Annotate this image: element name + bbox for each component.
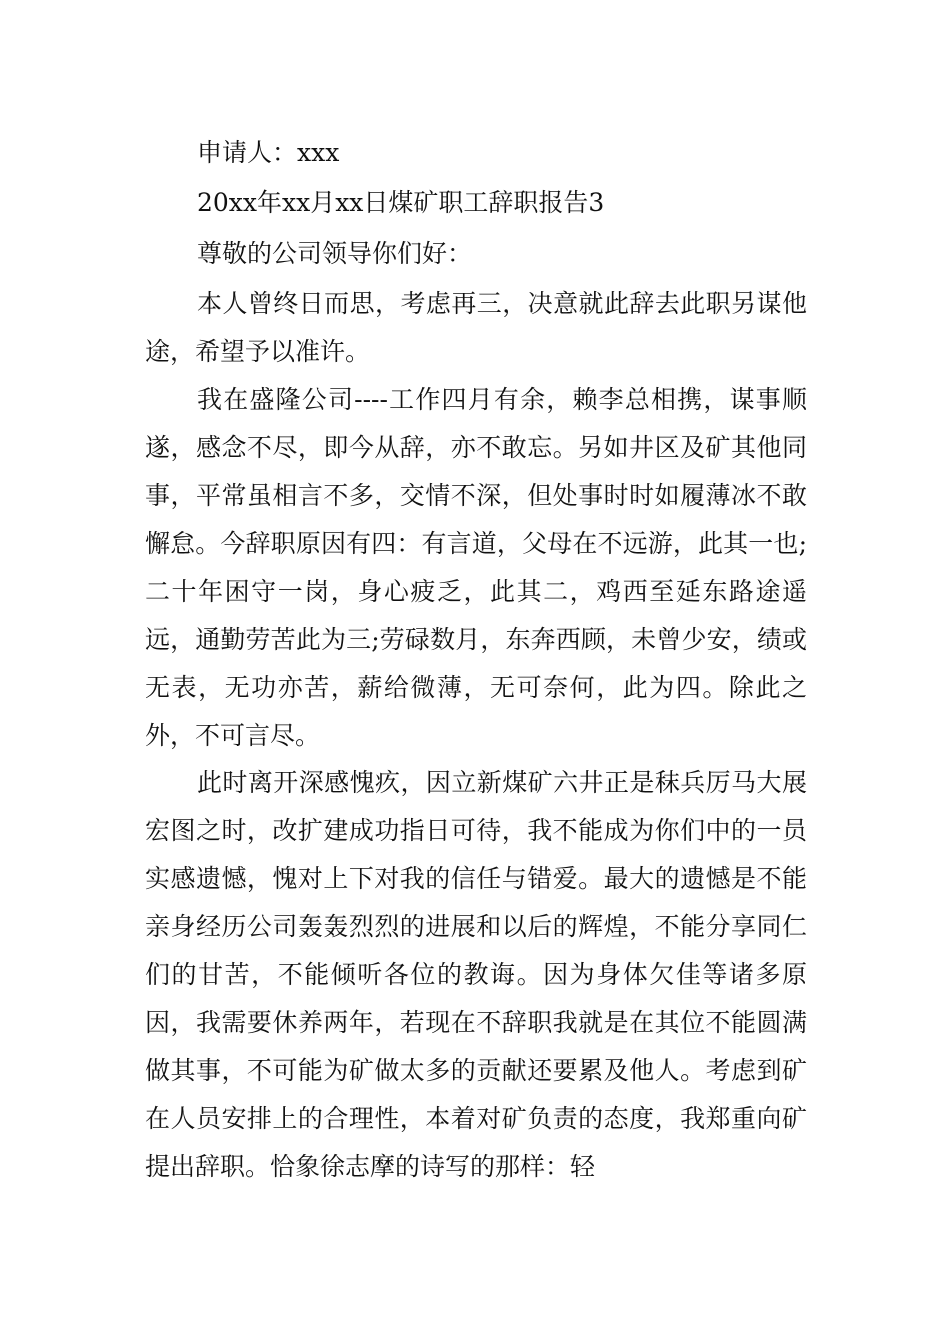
paragraph-regret: 此时离开深感愧疚，因立新煤矿六井正是秣兵厉马大展宏图之时，改扩建成功指日可待，我不能成为你们中的一员实感遗憾，愧对上下对我的信任与错爱。最大的遗憾是不能亲身经历公司轰轰烈烈的进展和以后的辉煌，不能分享同仁们的甘苦，不能倾听各位的教诲。因为身体欠佳等诸多原因，我需要休养两年，若现在不辞职我就是在其位不能圆满做其事，不可能为矿做太多的贡献还要累及他人。考虑到矿在人员安排上的合理性，本着对矿负责的态度，我郑重向矿提出辞职。恰象徐志摩的诗写的那样：轻 bbox=[145, 768, 807, 1181]
date-title-line: 20xx年xx月xx日煤矿职工辞职报告3 bbox=[197, 188, 605, 217]
paragraph-reasons: 我在盛隆公司----工作四月有余，赖李总相携，谋事顺遂，感念不尽，即今从辞，亦不敢忘。另如井区及矿其他同事，平常虽相言不多，交情不深，但处事时时如履薄冰不敢懈怠。今辞职原因有四：有言道，父母在不远游，此其一也;二十年困守一岗，身心疲乏，此其二，鸡西至延东路途遥远，通勤劳苦此为三;劳碌数月，东奔西顾，未曾少安，绩或无表，无功亦苦，薪给微薄，无可奈何，此为四。除此之外，不可言尽。 bbox=[145, 385, 807, 750]
applicant-line: 申请人：xxx bbox=[197, 138, 340, 167]
paragraph-intent: 本人曾终日而思，考虑再三，决意就此辞去此职另谋他途，希望予以准许。 bbox=[145, 289, 807, 366]
salutation: 尊敬的公司领导你们好： bbox=[197, 239, 473, 268]
